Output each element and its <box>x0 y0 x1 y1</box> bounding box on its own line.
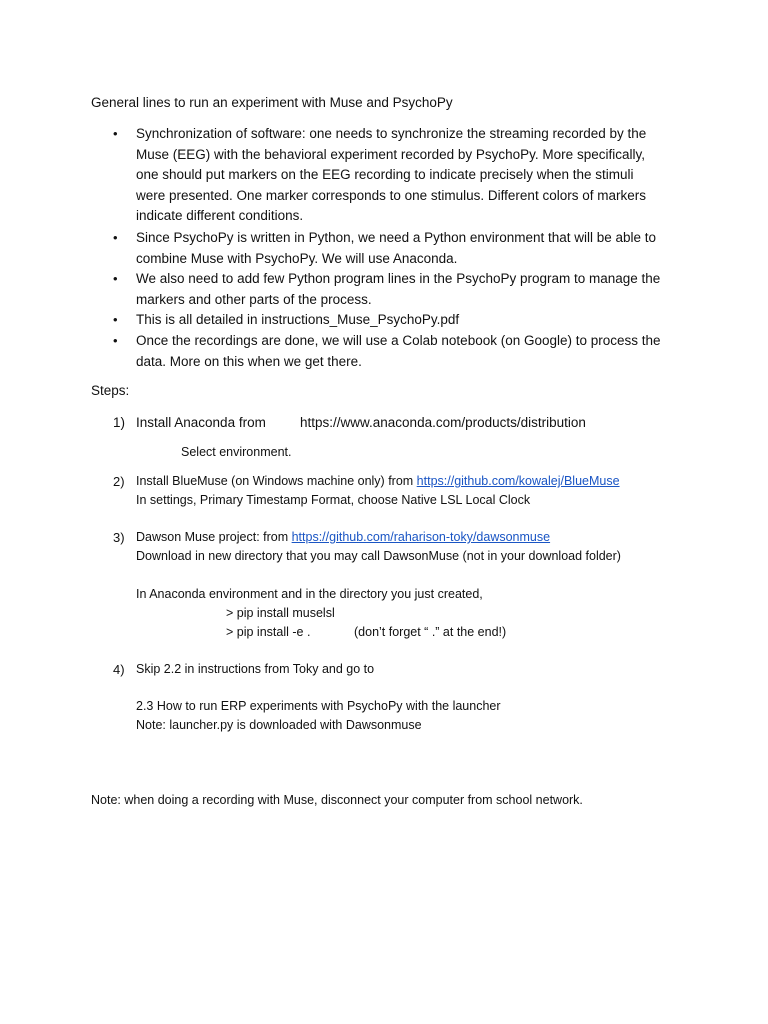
footer-note: Note: when doing a recording with Muse, disconnect your computer from school network. <box>91 793 583 807</box>
step-number: 4) <box>113 662 125 677</box>
step-number: 2) <box>113 474 125 489</box>
bullet-line: data. More on this when we get there. <box>136 353 362 369</box>
bullet-line: Muse (EEG) with the behavioral experiment recorded by PsychoPy. More specifically, <box>136 146 645 162</box>
bullet-icon: • <box>113 126 118 141</box>
bullet-line: Since PsychoPy is written in Python, we need a Python environment that will be able to <box>136 230 657 245</box>
step-subtext: In Anaconda environment and in the directory you just created, <box>136 587 483 601</box>
command-line: > pip install muselsl <box>226 606 335 620</box>
bullet-icon: • <box>113 271 118 286</box>
command-note: (don’t forget “ .” at the end!) <box>354 625 507 639</box>
step-number: 1) <box>113 415 126 430</box>
bullet-icon: • <box>113 230 118 245</box>
command-line: > pip install -e . <box>226 625 311 639</box>
step-text: Install BlueMuse (on Windows machine only) from <box>136 474 417 488</box>
bullet-line: This is all detailed in instructions_Muse_PsychoPy.pdf <box>136 312 460 327</box>
document-title: General lines to run an experiment with Muse and PsychoPy <box>91 95 453 110</box>
bullet-line: Synchronization of software: one needs to synchronize the streaming recorded by the <box>136 126 647 141</box>
bluemuse-link[interactable]: https://github.com/kowalej/BlueMuse <box>416 474 620 488</box>
step-subtext: Select environment. <box>181 445 292 459</box>
bullet-line: indicate different conditions. <box>136 208 304 223</box>
step-subtext: Note: launcher.py is downloaded with Dawsonmuse <box>136 718 422 732</box>
bullet-line: markers and other parts of the process. <box>136 291 372 307</box>
step-text: Skip 2.2 in instructions from Toky and go to <box>136 662 375 676</box>
anaconda-url: https://www.anaconda.com/products/distribution <box>300 415 586 430</box>
step-subtext: Download in new directory that you may call DawsonMuse (not in your download folder) <box>136 549 621 563</box>
step-number: 3) <box>113 530 125 545</box>
bullet-line: one should put markers on the EEG recording to indicate precisely when the stimuli <box>136 167 634 182</box>
step-subtext: In settings, Primary Timestamp Format, choose Native LSL Local Clock <box>136 493 531 507</box>
bullet-line: We also need to add few Python program lines in the PsychoPy program to manage the <box>136 271 661 286</box>
bullet-icon: • <box>113 312 118 327</box>
step-text: Dawson Muse project: from <box>136 530 292 544</box>
bullet-line: Once the recordings are done, we will use a Colab notebook (on Google) to process the <box>136 333 661 348</box>
bullet-line: combine Muse with PsychoPy. We will use Anaconda. <box>136 250 458 266</box>
bullet-icon: • <box>113 333 118 348</box>
step-subtext: 2.3 How to run ERP experiments with PsychoPy with the launcher <box>136 699 501 713</box>
dawsonmuse-link[interactable]: https://github.com/raharison-toky/dawsonmuse <box>291 530 551 544</box>
bullet-line: were presented. One marker corresponds to one stimulus. Different colors of markers <box>136 187 646 203</box>
step-text: Install Anaconda from <box>136 415 266 430</box>
steps-heading: Steps: <box>91 383 130 398</box>
